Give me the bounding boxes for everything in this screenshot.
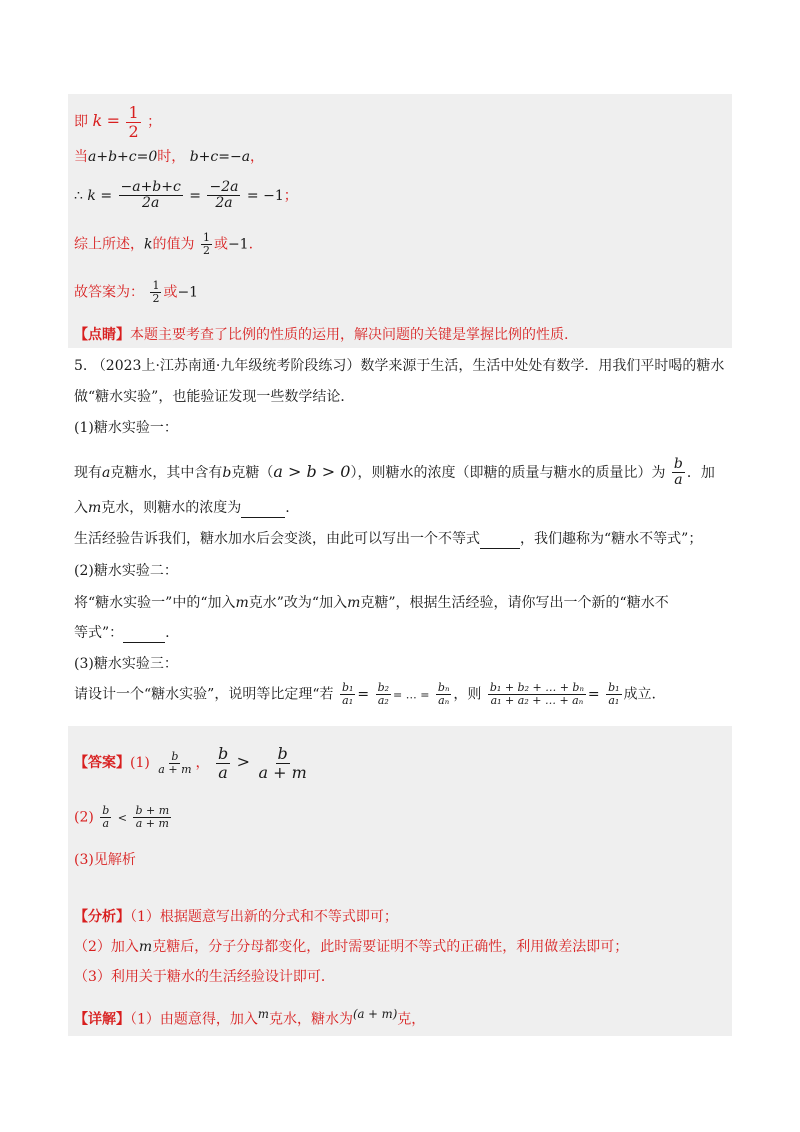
exp2-line-a: 将“糖水实验一”中的“加入m克水”改为“加入m克糖”，根据生活经验，请你写出一个新的“糖水不 <box>74 595 669 611</box>
question-5-intro-line1: 5. （2023上·江苏南通·九年级统考阶段练习）数学来源于生活，生活中处处有数学．用我们平时喝的糖水 <box>74 358 725 374</box>
ineq1-right: $\frac{b}{a + m}$ <box>258 744 307 782</box>
answer-line-2: (2) $\frac{b}{a}$ < $\frac{b + m}{a + m}$ <box>74 804 170 831</box>
fraction-b-over-a: $\frac{b}{a}$ <box>673 456 683 489</box>
fraction-b2-a2: $\frac{\text{b₂}}{\text{a₂}}$ <box>377 681 390 708</box>
exp2-line-b: 等式”： . <box>74 625 170 641</box>
answer-blank-2[interactable] <box>480 534 520 549</box>
comment-line: 【点睛】本题主要考查了比例的性质的运用，解决问题的关键是掌握比例的性质. <box>74 327 569 343</box>
fraction-sum-over-2a: $\frac{-a+b+c}{2a}$ <box>120 179 181 212</box>
exp2-title: (2)糖水实验二： <box>74 563 178 579</box>
fraction-one-half: $\frac{1}{2}$ <box>128 103 139 141</box>
answer-blank-1[interactable] <box>241 503 285 518</box>
exp3-line-a: 请设计一个“糖水实验”，说明等比定理“若 $\frac{\text{b₁}}{\text{a₁}}$ = $\frac{\text{b₂}}{\text{a₂}}$ = … = $\frac{\text{bₙ}}{\text{aₙ}}$ ，则 $\frac{\text{b₁ + b₂ + … + bₙ}}{\text{a₁ + a₂ + … + aₙ}}$ = $\frac{\text{b₁}}{\text{a₁}}$ 成立. <box>74 681 657 708</box>
analysis-line-2: （2）加入m克糖后，分子分母都变化，此时需要证明不等式的正确性，利用做差法即可； <box>74 939 629 955</box>
question-5-intro-line2: 做“糖水实验”，也能验证发现一些数学结论． <box>74 389 355 405</box>
solution-line-therefore: ∴ k = $\frac{-a+b+c}{2a}$ = $\frac{-2a}{2a}$ = −1； <box>74 179 298 212</box>
exp1-line-a: 现有a克糖水，其中含有b克糖（a > b > 0），则糖水的浓度（即糖的质量与糖水的质量比）为 $\frac{b}{a}$ ．加 <box>74 456 715 489</box>
ineq2-right: $\frac{b + m}{a + m}$ <box>135 804 170 831</box>
answer-line-1: 【答案】(1) $\frac{b}{a + m}$ ， $\frac{b}{a}$ > $\frac{b}{a + m}$ <box>74 744 307 782</box>
ineq2-left: $\frac{b}{a}$ <box>102 804 110 831</box>
solution-box-1 <box>68 94 732 348</box>
fraction-sum-b-over-sum-a: $\frac{\text{b₁ + b₂ + … + bₙ}}{\text{a₁ + a₂ + … + aₙ}}$ <box>489 681 584 708</box>
analysis-line-1: 【分析】（1）根据题意写出新的分式和不等式即可； <box>74 909 398 925</box>
answer-blank-3[interactable] <box>123 628 165 643</box>
exp3-title: (3)糖水实验三： <box>74 656 178 672</box>
detail-line-1: 【详解】（1）由题意得，加入$^m$克水，糖水为$^{(a + m)}$克， <box>74 1007 426 1028</box>
fraction-b1-a1: $\frac{\text{b₁}}{\text{a₁}}$ <box>341 681 354 708</box>
exp1-line-b: 入m克水，则糖水的浓度为 . <box>74 500 290 516</box>
solution-line-condition: 当a+b+c=0时， b+c=−a， <box>74 149 265 165</box>
solution-line-k-half: 即 k = $\frac{1}{2}$ ； <box>74 103 162 141</box>
exp1-title: (1)糖水实验一： <box>74 420 178 436</box>
fraction-one-half-answer: $\frac{1}{2}$ <box>152 279 160 306</box>
fraction-b1-a1-result: $\frac{\text{b₁}}{\text{a₁}}$ <box>608 681 620 708</box>
answer-line-3: (3)见解析 <box>74 852 136 868</box>
fraction-one-half-small: $\frac{1}{2}$ <box>202 231 210 258</box>
solution-line-final-answer: 故答案为： $\frac{1}{2}$ 或−1 <box>74 279 199 306</box>
analysis-line-3: （3）利用关于糖水的生活经验设计即可． <box>74 969 335 985</box>
fraction-bn-an: $\frac{\text{bₙ}}{\text{aₙ}}$ <box>437 681 450 708</box>
exp1-line-c: 生活经验告诉我们，糖水加水后会变淡，由此可以写出一个不等式 ，我们趣称为“糖水不等式”； <box>74 531 703 547</box>
fraction-neg2a-over-2a: $\frac{-2a}{2a}$ <box>209 179 239 212</box>
ineq1-left: $\frac{b}{a}$ <box>217 744 229 782</box>
solution-line-summary: 综上所述，k的值为 $\frac{1}{2}$ 或−1. <box>74 231 254 258</box>
answer-fraction-b-over-a-plus-m: $\frac{b}{a + m}$ <box>158 749 192 776</box>
